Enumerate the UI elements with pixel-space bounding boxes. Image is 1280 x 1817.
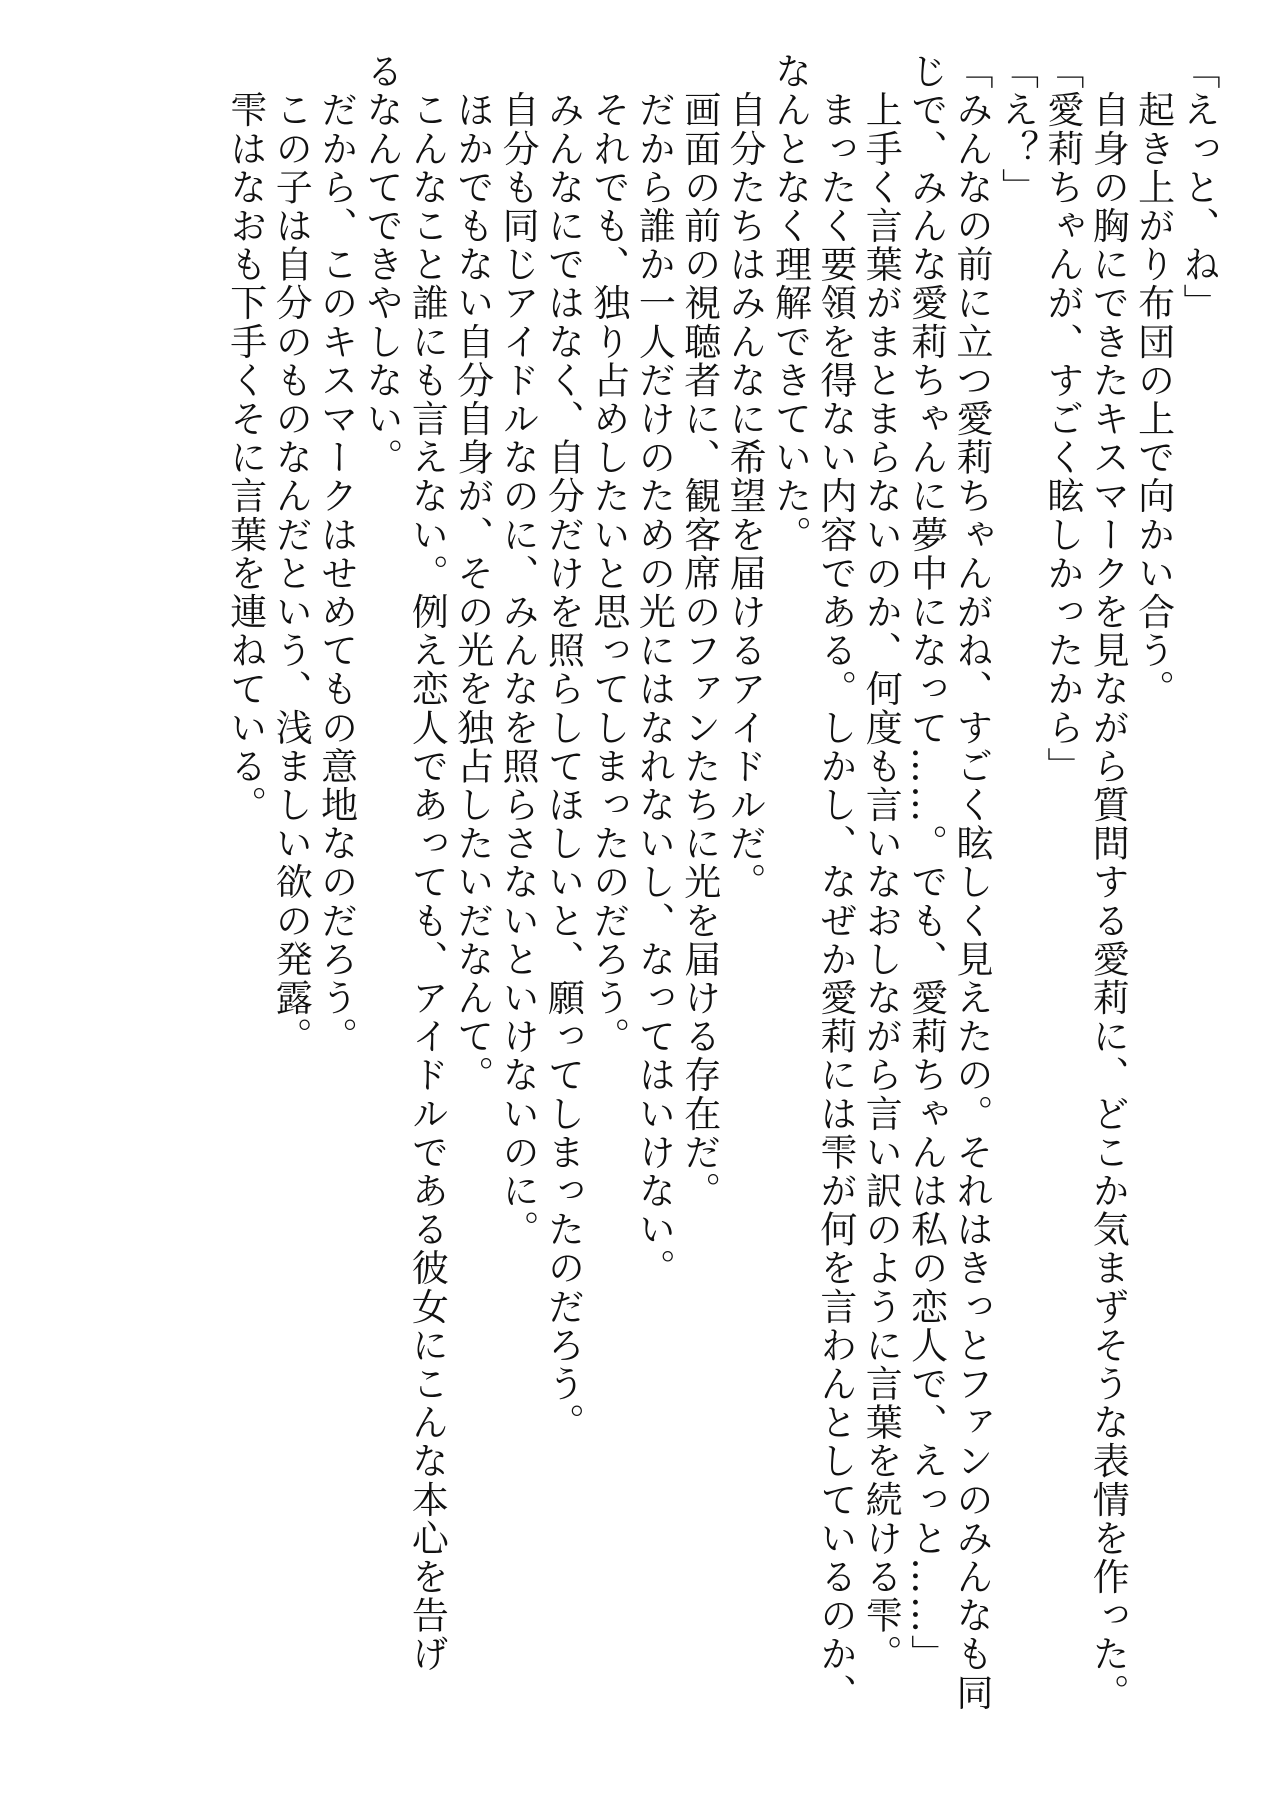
text-line: だから誰か一人だけのための光にはなれないし、なってはいけない。 — [632, 52, 676, 1288]
text-line: 「えっと、ね」 — [1177, 52, 1220, 323]
text-line: 自分たちはみんなに希望を届けるアイドルだ。 — [723, 52, 767, 902]
text-line: この子は自分のものなんだという、浅ましい欲の発露。 — [269, 52, 313, 1056]
text-line: 「みんなの前に立つ愛莉ちゃんがね、すごく眩しく見えたの。それはきっとファンのみんなも同 — [950, 52, 994, 1712]
text-line: こんなこと誰にも言えない。例え恋人であっても、アイドルである彼女にこんな本心を告げ — [405, 52, 449, 1674]
text-line: みんなにではなく、自分だけを照らしてほしいと、願ってしまったのだろう。 — [541, 52, 585, 1442]
text-line: それでも、独り占めしたいと思ってしまったのだろう。 — [586, 52, 630, 1056]
text-line: じで、みんな愛莉ちゃんに夢中になって……。でも、愛莉ちゃんは私の恋人で、えっと……」 — [904, 52, 948, 1674]
text-line: だから、このキスマークはせめてもの意地なのだろう。 — [314, 52, 358, 1056]
text-line: 「え？」 — [995, 52, 1039, 207]
text-line: 雫はなおも下手くそに言葉を連ねている。 — [223, 52, 267, 824]
text-line: 「愛莉ちゃんが、すごく眩しかったから」 — [1040, 52, 1084, 786]
text-line: ほかでもない自分自身が、その光を独占したいだなんて。 — [450, 52, 494, 1095]
text-line: まったく要領を得ない内容である。しかし、なぜか愛莉には雫が何を言わんとしているのか、 — [813, 52, 857, 1712]
text-line: なんとなく理解できていた。 — [768, 52, 812, 554]
text-line: るなんてできやしない。 — [359, 52, 403, 477]
text-line: 上手く言葉がまとまらないのか、何度も言いなおしながら言い訳のように言葉を続ける雫。 — [859, 52, 903, 1674]
vertical-text-body — [58, 52, 1218, 1772]
text-line: 自身の胸にできたキスマークを見ながら質問する愛莉に、どこか気まずそうな表情を作った。 — [1086, 52, 1130, 1712]
text-line: 自分も同じアイドルなのに、みんなを照らさないといけないのに。 — [496, 52, 540, 1249]
text-line: 起き上がり布団の上で向かい合う。 — [1131, 52, 1175, 709]
text-line: 画面の前の視聴者に、観客席のファンたちに光を届ける存在だ。 — [677, 52, 721, 1210]
